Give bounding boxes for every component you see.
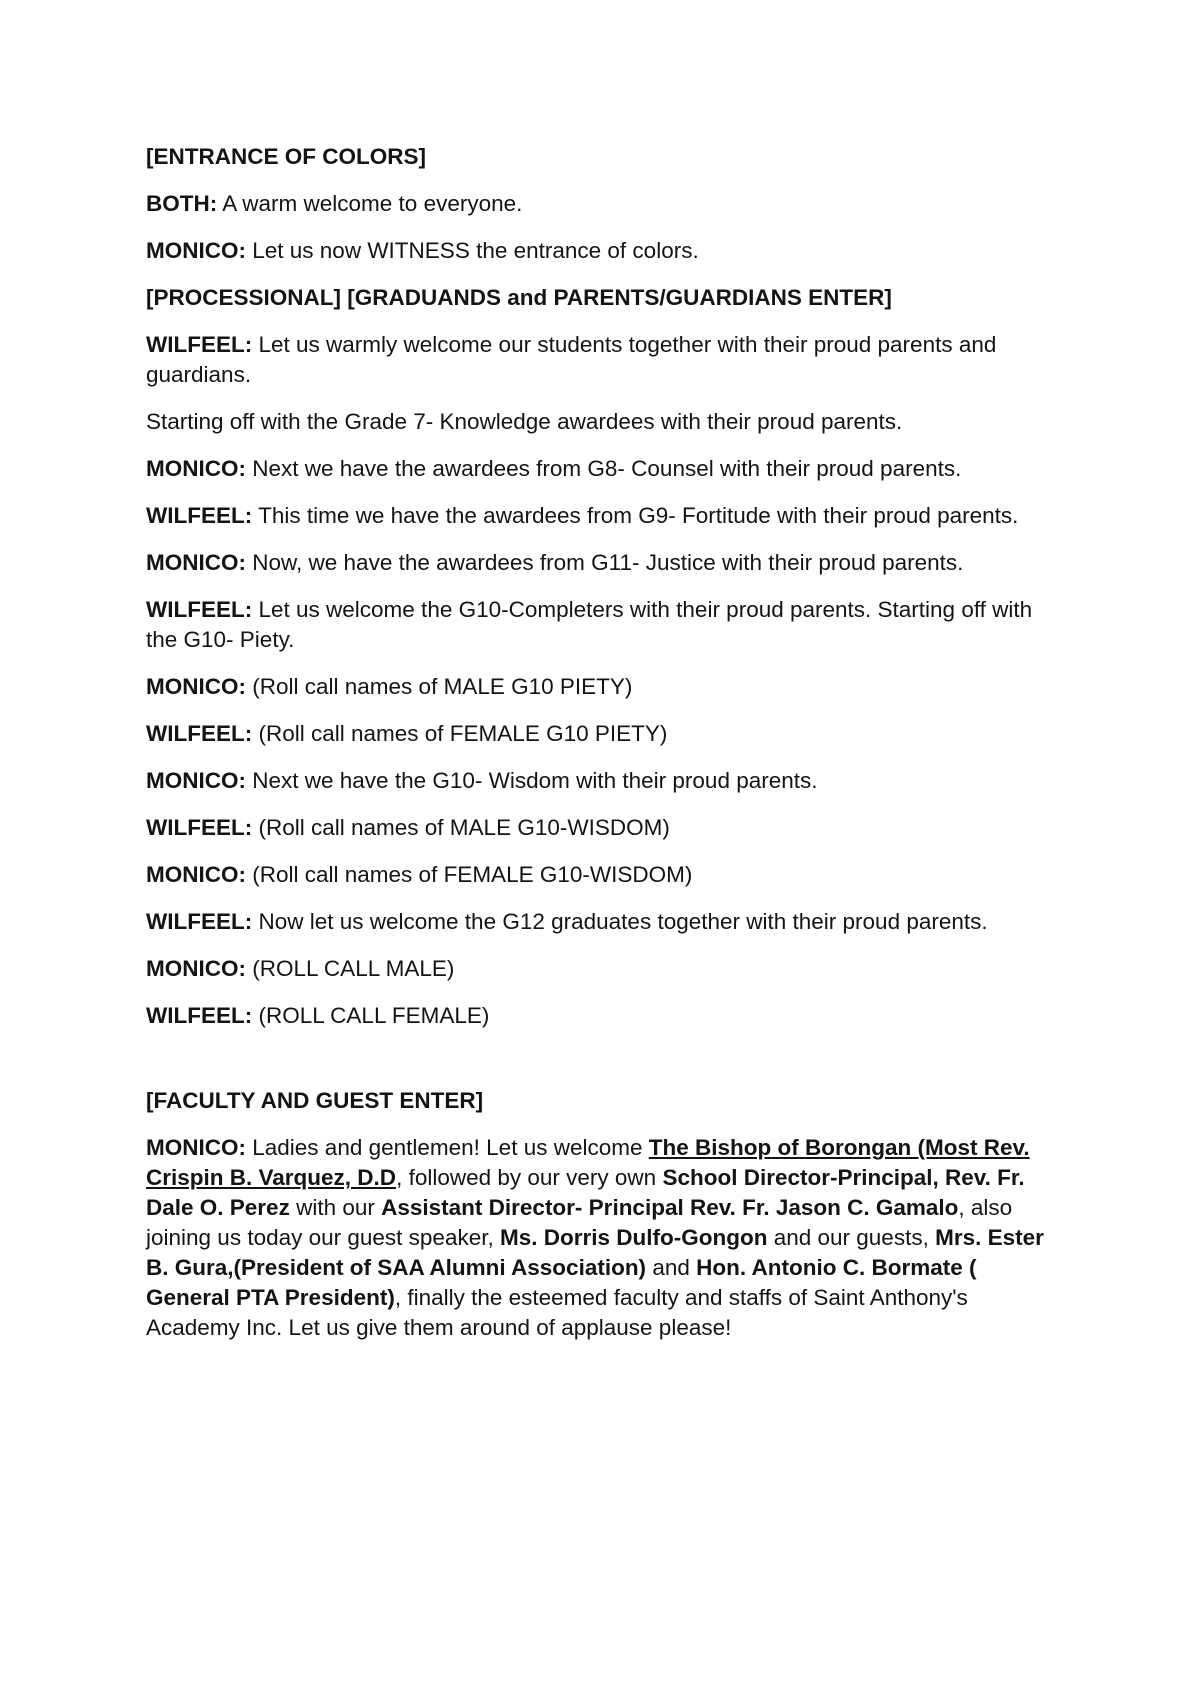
line-text: Let us welcome the G10-Completers with their proud parents. Starting off with the G10- Piety.: [146, 597, 1033, 652]
line-text: This time we have the awardees from G9- Fortitude with their proud parents.: [252, 503, 1019, 528]
line-text: and our guests,: [767, 1225, 936, 1250]
speaker-label: MONICO:: [146, 768, 246, 793]
line-text: Starting off with the Grade 7- Knowledge awardees with their proud parents.: [146, 409, 903, 434]
school-director-name: School Director-Principal, Rev. Fr. Dale O. Perez: [146, 1165, 1025, 1220]
script-line: [146, 860, 1066, 890]
speaker-label: MONICO:: [146, 1135, 246, 1160]
script-line: [146, 719, 1066, 749]
pta-president-name: Hon. Antonio C. Bormate ( General PTA President): [146, 1255, 977, 1310]
line-text: Now, we have the awardees from G11- Justice with their proud parents.: [246, 550, 964, 575]
line-text: with our: [289, 1195, 382, 1220]
script-line: [146, 672, 1066, 702]
speaker-label: WILFEEL:: [146, 909, 253, 934]
speaker-label: MONICO:: [146, 862, 246, 887]
script-line: [146, 907, 1066, 937]
line-text: Ladies and gentlemen! Let us welcome: [246, 1135, 649, 1160]
heading-faculty-and-guest: [FACULTY AND GUEST ENTER]: [146, 1088, 484, 1113]
blank-line: [146, 1048, 1066, 1086]
line-text: Next we have the awardees from G8- Counsel with their proud parents.: [246, 456, 962, 481]
line-text: Next we have the G10- Wisdom with their proud parents.: [246, 768, 818, 793]
alumni-president-name: Mrs. Ester B. Gura,(President of SAA Alumni Association): [146, 1225, 1044, 1280]
speaker-label: MONICO:: [146, 456, 246, 481]
bishop-name: The Bishop of Borongan (Most Rev. Crispin B. Varquez, D.D: [146, 1135, 1030, 1190]
document-page: [146, 142, 1066, 1360]
speaker-label: MONICO:: [146, 674, 246, 699]
speaker-label: WILFEEL:: [146, 503, 253, 528]
line-text: (Roll call names of FEMALE G10-WISDOM): [246, 862, 693, 887]
assistant-director-name: Assistant Director- Principal Rev. Fr. Jason C. Gamalo: [381, 1195, 959, 1220]
script-line-introductions: [146, 1133, 1066, 1343]
line-text: , also joining us today our guest speaker,: [146, 1195, 1013, 1250]
speaker-label: MONICO:: [146, 238, 246, 263]
script-line: [146, 595, 1066, 655]
speaker-label: MONICO:: [146, 550, 246, 575]
line-text: A warm welcome to everyone.: [217, 191, 523, 216]
speaker-label: WILFEEL:: [146, 815, 253, 840]
line-text: (Roll call names of MALE G10 PIETY): [246, 674, 633, 699]
line-text: (Roll call names of FEMALE G10 PIETY): [252, 721, 668, 746]
guest-speaker-name: Ms. Dorris Dulfo-Gongon: [499, 1225, 768, 1250]
line-text: Let us now WITNESS the entrance of colors.: [246, 238, 699, 263]
script-line: [146, 454, 1066, 484]
line-text: , followed by our very own: [396, 1165, 663, 1190]
line-text: (ROLL CALL FEMALE): [252, 1003, 490, 1028]
speaker-label: WILFEEL:: [146, 1003, 253, 1028]
script-line: [146, 548, 1066, 578]
speaker-label: WILFEEL:: [146, 597, 253, 622]
heading-processional: [PROCESSIONAL] [GRADUANDS and PARENTS/GUARDIANS ENTER]: [146, 285, 892, 310]
script-line: [146, 1001, 1066, 1031]
line-text: Now let us welcome the G12 graduates together with their proud parents.: [252, 909, 988, 934]
speaker-label: MONICO:: [146, 956, 246, 981]
line-text: (Roll call names of MALE G10-WISDOM): [252, 815, 670, 840]
line-text: , finally the esteemed faculty and staffs of Saint Anthony's Academy Inc. Let us give them around of applause please!: [146, 1285, 968, 1340]
heading-entrance-of-colors: [ENTRANCE OF COLORS]: [146, 144, 426, 169]
script-line: [146, 501, 1066, 531]
script-line: [146, 330, 1066, 390]
line-text: and: [646, 1255, 697, 1280]
line-text: (ROLL CALL MALE): [246, 956, 455, 981]
script-line: [146, 407, 1066, 437]
script-line: [146, 189, 1066, 219]
script-line: [146, 766, 1066, 796]
line-text: Let us warmly welcome our students together with their proud parents and guardians.: [146, 332, 997, 387]
speaker-label: WILFEEL:: [146, 721, 253, 746]
script-line: [146, 236, 1066, 266]
speaker-label: BOTH:: [146, 191, 218, 216]
script-line: [146, 954, 1066, 984]
script-line: [146, 813, 1066, 843]
speaker-label: WILFEEL:: [146, 332, 253, 357]
